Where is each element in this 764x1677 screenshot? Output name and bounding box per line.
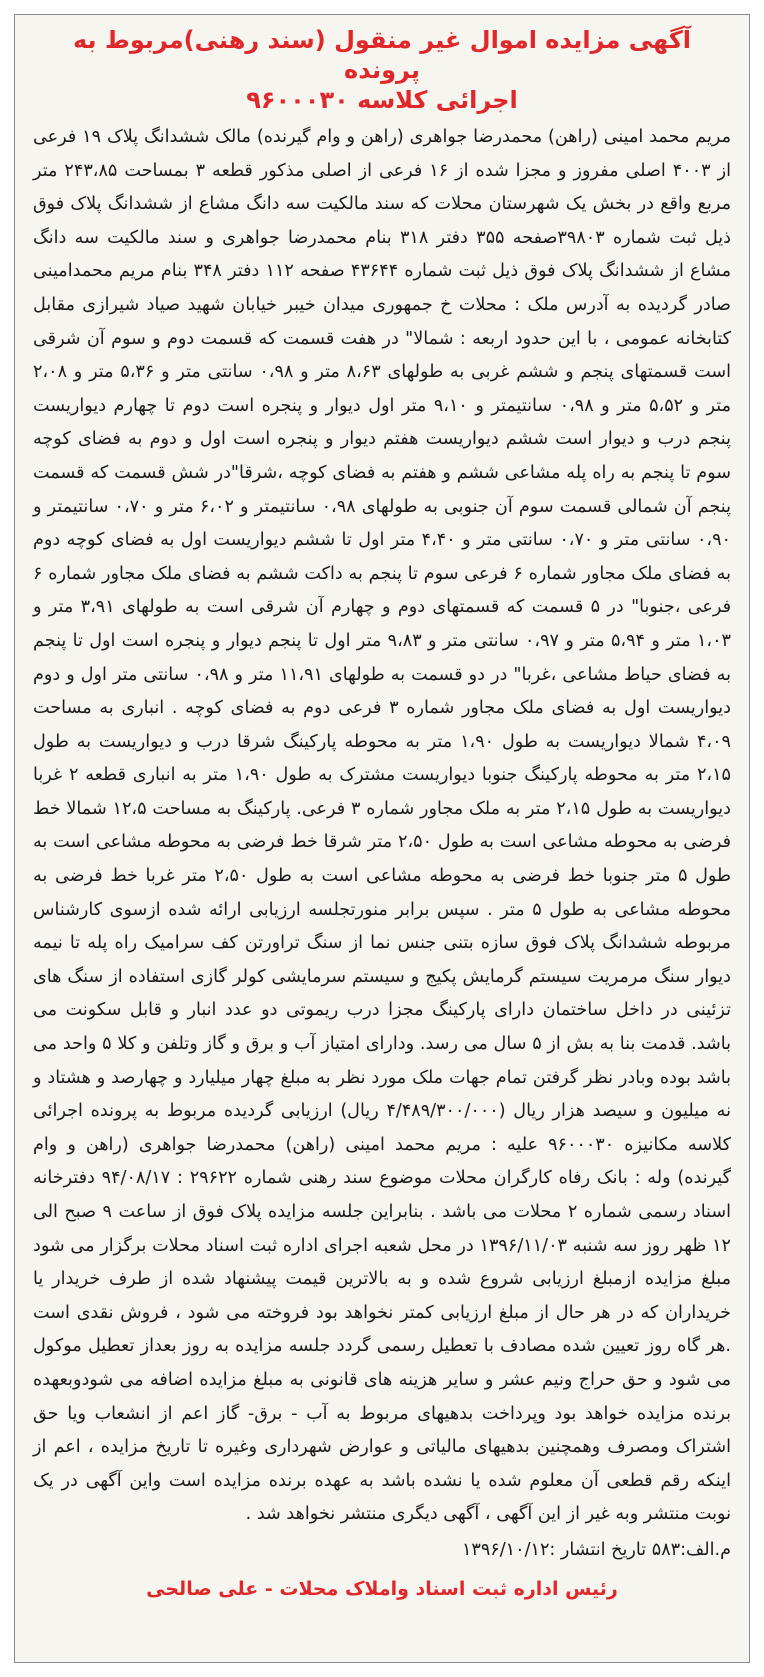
publication-info: م.الف:۵۸۳ تاریخ انتشار :۱۳۹۶/۱۰/۱۲	[461, 1539, 731, 1560]
notice-body: مریم محمد امینی (راهن) محمدرضا جواهری (راهن و وام گیرنده) مالک ششدانگ پلاک ۱۹ فرعی از ۴۰۰۳ اصلی مفروز و مجزا شده از ۱۶ فرعی از اصلی مذکور قطعه ۳ بمساحت ۲۴۳،۸۵ متر مربع واقع در بخش یک شهرستان محلات که سند مالکیت سه دانگ مشاع از ششدانگ پلاک فوق ذیل ثبت شماره ۳۹۸۰۳صفحه ۳۵۵ دفتر ۳۱۸ بنام محمدرضا جواهری و سند مالکیت سه دانگ مشاع از ششدانگ پلاک فوق ذیل ثبت شماره ۴۳۶۴۴ صفحه ۱۱۲ دفتر ۳۴۸ بنام مریم محمدامینی صادر گردیده به آدرس ملک : محلات خ جمهوری میدان خیبر خیابان شهید صیاد شیرازی مقابل کتابخانه عمومی ، با این حدود اربعه : شمالا" در هفت قسمت که قسمت دوم و سوم آن شرقی است قسمتهای پنجم و ششم غربی به طولهای ۸،۶۳ متر و ۰،۹۸ سانتی متر و ۵،۳۶ متر و ۲،۰۸ متر و ۵،۵۲ متر و ۰،۹۸ سانتیمتر و ۹،۱۰ متر اول دیوار و پنجره است دوم تا چهارم دیواریست پنجم درب و دیوار است ششم دیواریست هفتم دیوار و پنجره است اول و دوم به فضای کوچه سوم تا پنجم به راه پله مشاعی ششم و هفتم به فضای کوچه ،شرقا"در شش قسمت که قسمت پنجم آن شمالی قسمت سوم آن جنوبی به طولهای ۰،۹۸ سانتیمتر و ۶،۰۲ متر و ۰،۷۰ سانتیمتر و ۰،۹۰ سانتی متر و ۰،۷۰ سانتی متر و ۴،۴۰ متر اول تا ششم دیواریست اول به فضای کوچه دوم به فضای ملک مجاور شماره ۶ فرعی سوم تا پنجم به داکت ششم به فضای ملک مجاور شماره ۶ فرعی ،جنوبا" در ۵ قسمت که قسمتهای دوم و چهارم آن شرقی است به طولهای ۳،۹۱ متر و ۱،۰۳ متر و ۵،۹۴ متر و ۰،۹۷ سانتی متر و ۹،۸۳ متر اول تا پنجم دیوار و پنجره است اول تا پنجم به فضای حیاط مشاعی ،غربا" در دو قسمت به طولهای ۱۱،۹۱ متر و ۰،۹۸ سانتی متر اول و دوم دیواریست اول به فضای ملک مجاور شماره ۳ فرعی دوم به فضای کوچه . انباری به مساحت ۴،۰۹ شمالا دیواریست به طول ۱،۹۰ متر به محوطه پارکینگ شرقا درب و دیواریست به طول ۲،۱۵ متر به محوطه پارکینگ جنوبا دیواریست مشترک به طول ۱،۹۰ متر به انباری قطعه ۲ غربا دیواریست به طول ۲،۱۵ متر به ملک مجاور شماره ۳ فرعی. پارکینگ به مساحت ۱۲،۵ شمالا خط فرضی به محوطه مشاعی است به طول ۲،۵۰ متر شرقا خط فرضی به محوطه مشاعی است به طول ۵ متر جنوبا خط فرضی به محوطه مشاعی است به طول ۲،۵۰ متر غربا خط فرضی به محوطه مشاعی به طول ۵ متر . سپس برابر منورتجلسه ارزیابی ارائه شده ازسوی کارشناس مربوطه ششدانگ پلاک فوق سازه بتنی جنس نما از سنگ تراورتن کف سرامیک راه پله تا نیمه دیوار سنگ مرمریت سیستم گرمایش پکیج و سیستم سرمایشی کولر گازی استفاده از سنگ های تزئینی در داخل ساختمان دارای پارکینگ مجزا درب ریموتی دو عدد انبار و قابل سکونت می باشد. قدمت بنا به بش از ۵ سال می رسد. ودارای امتیاز آب و برق و گاز وتلفن و کلا ۵ واحد می باشد بوده وبادر نظر گرفتن تمام جهات ملک مورد نظر به مبلغ چهار میلیارد و چهارصد و هشتاد و نه میلیون و سیصد هزار ریال (۴/۴۸۹/۳۰۰/۰۰۰ ریال) ارزیابی گردیده مربوط به پرونده اجرائی کلاسه مکانیزه ۹۶۰۰۰۳۰ علیه : مریم محمد امینی (راهن) محمدرضا جواهری (راهن و وام گیرنده) وله : بانک رفاه کارگران محلات موضوع سند رهنی شماره ۲۹۶۲۲ : ۹۴/۰۸/۱۷ دفترخانه اسناد رسمی شماره ۲ محلات می باشد . بنابراین جلسه مزایده پلاک فوق از ساعت ۹ صبح الی ۱۲ ظهر روز سه شنبه ۱۳۹۶/۱۱/۰۳ در محل شعبه اجرای اداره ثبت اسناد محلات برگزار می شود مبلغ مزایده ازمبلغ ارزیابی شروع شده و به بالاترین قیمت پیشنهاد شده از طرف خریدار یا خریداران که در هر حال از مبلغ ارزیابی کمتر نخواهد بود فروخته می شود ، فروش نقدی است .هر گاه روز تعیین شده مصادف با تعطیل رسمی گردد جلسه مزایده به روز بعداز تعطیل موکول می شود و حق حراج ونیم عشر و سایر هزینه های قانونی به مبلغ مزایده اضافه می شودوبعهده برنده مزایده خواهد بود وپرداخت بدهیهای مربوط به آب - برق- گاز اعم از انشعاب ویا حق اشتراک ومصرف وهمچنین بدهیهای مالیاتی و عوارض شهرداری وغیره تا تاریخ مزایده ، اعم از اینکه رقم قطعی آن معلوم شده یا نشده باشد به عهده برنده مزایده است واین آگهی در یک نوبت منتشر وبه غیر از این آگهی ، آگهی دیگری منتشر نخواهد شد .	[33, 127, 732, 1525]
notice-title: آگهی مزایده اموال غیر منقول (سند رهنی)مربوط به پرونده	[72, 26, 692, 84]
signature: رئیس اداره ثبت اسناد واملاک محلات - علی صالحی	[146, 1577, 618, 1600]
auction-notice	[14, 14, 750, 1663]
notice-subtitle: اجرائی کلاسه ۹۶۰۰۰۳۰	[246, 86, 518, 114]
